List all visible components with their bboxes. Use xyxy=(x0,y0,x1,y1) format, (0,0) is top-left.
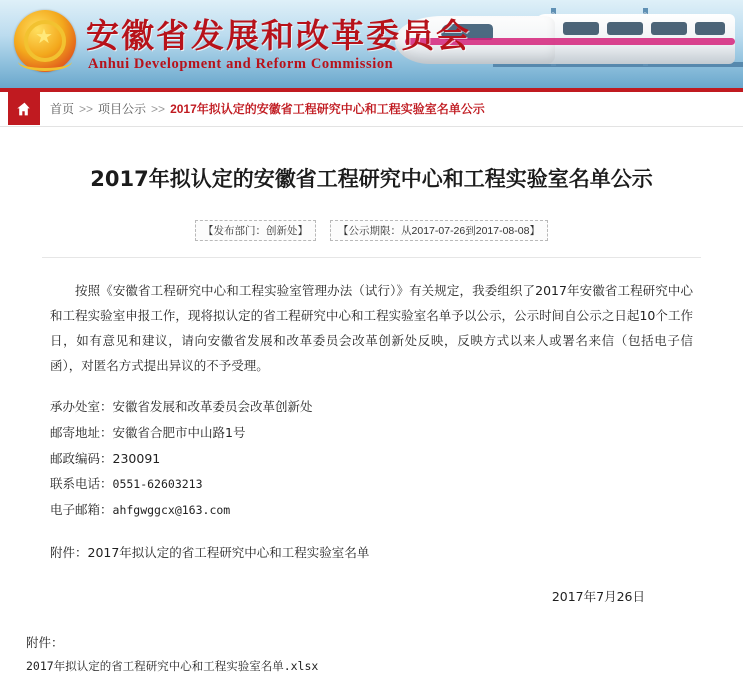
breadcrumb-separator: >> xyxy=(79,101,94,116)
info-value: 0551-62603213 xyxy=(112,477,203,492)
info-label: 承办处室： xyxy=(50,399,113,415)
info-label: 联系电话： xyxy=(50,476,113,492)
document-paragraphs xyxy=(20,258,723,378)
info-value: 安徽省发展和改革委员会改革创新处 xyxy=(112,399,313,415)
emblem-wheat xyxy=(18,52,72,71)
home-icon xyxy=(16,101,33,117)
train-window xyxy=(695,22,725,35)
train-window xyxy=(607,22,643,35)
train-window xyxy=(563,22,599,35)
info-value: 230091 xyxy=(112,450,161,466)
info-row-office xyxy=(50,394,693,420)
meta-department: 【发布部门：创新处】 xyxy=(195,220,316,241)
info-row-phone xyxy=(50,471,693,497)
site-subtitle: Anhui Development and Reform Commission xyxy=(88,56,394,72)
breadcrumb-bar xyxy=(0,92,743,127)
breadcrumb-item-project-notice[interactable]: 项目公示 xyxy=(98,102,147,116)
inline-attachment-note: 附件：2017年拟认定的省工程研究中心和工程实验室名单 xyxy=(50,544,370,560)
document-body xyxy=(0,127,743,678)
breadcrumb-item-current: 2017年拟认定的安徽省工程研究中心和工程实验室名单公示 xyxy=(170,102,485,116)
info-label: 邮寄地址： xyxy=(50,425,113,441)
document-meta xyxy=(20,220,723,253)
breadcrumb-separator: >> xyxy=(151,101,166,116)
info-value: ahfgwggcx@163.com xyxy=(112,502,231,517)
info-label: 邮政编码： xyxy=(50,450,113,466)
contact-info-list xyxy=(20,380,723,522)
emblem-star: ★ xyxy=(35,26,53,48)
info-label: 电子邮箱： xyxy=(50,501,113,517)
national-emblem xyxy=(14,10,76,72)
attachment-file-link[interactable]: 2017年拟认定的省工程研究中心和工程实验室名单.xlsx xyxy=(26,659,319,674)
attachment-section-label: 附件： xyxy=(26,634,64,650)
page-title: 2017年拟认定的安徽省工程研究中心和工程实验室名单公示 xyxy=(90,167,653,191)
attachment-section xyxy=(20,605,723,678)
breadcrumb-item-home[interactable]: 首页 xyxy=(50,102,75,116)
home-button[interactable] xyxy=(8,92,40,125)
site-title: 安徽省发展和改革委员会 xyxy=(86,16,471,55)
site-banner xyxy=(0,0,743,88)
info-value: 安徽省合肥市中山路1号 xyxy=(112,425,246,441)
meta-notice-period: 【公示期限：从2017-07-26到2017-08-08】 xyxy=(330,220,548,241)
breadcrumb xyxy=(50,92,485,125)
info-row-email xyxy=(50,497,693,523)
train-window xyxy=(651,22,687,35)
document-date: 2017年7月26日 xyxy=(551,588,645,604)
info-row-address xyxy=(50,420,693,446)
notice-paragraph: 按照《安徽省工程研究中心和工程实验室管理办法（试行）》有关规定，我委组织了2017年安徽省工程研究中心和工程实验室申报工作，现将拟认定的省工程研究中心和工程实验室名单予以公示，公示时间自公示之日起10个工作日，如有意见和建议，请向安徽省发展和改革委员会改革创新处反映，反映方式以来人或署名来信（包括电子信函），对匿名方式提出异议的不予受理。 xyxy=(50,283,693,374)
info-row-postcode xyxy=(50,446,693,472)
